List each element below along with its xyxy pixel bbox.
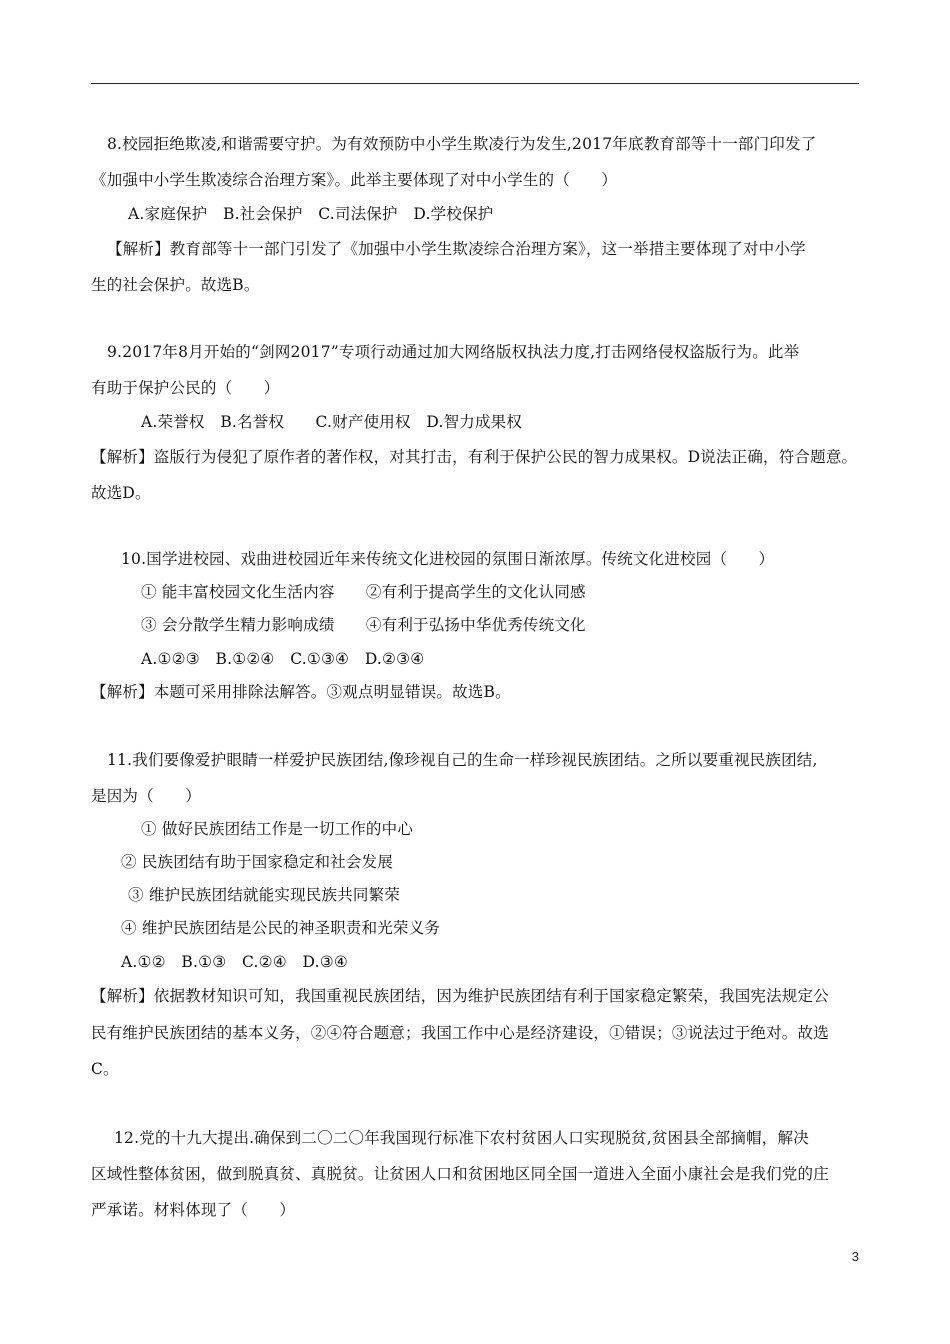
q11-item-4: ④ 维护民族团结是公民的神圣职责和光荣义务 [121,919,441,937]
q10-analysis: 【解析】本题可采用排除法解答。③观点明显错误。故选B。 [91,683,511,701]
q11-item-3: ③ 维护民族团结就能实现民族共同繁荣 [128,886,401,904]
q8-analysis-line1: 【解析】教育部等十一部门引发了《加强中小学生欺凌综合治理方案》，这一举措主要体现了对中小学 [107,240,806,258]
q9-analysis-line2: 故选D。 [91,484,151,502]
q10-options: A.①②③ B.①②④ C.①③④ D.②③④ [141,650,425,668]
header-rule [91,83,859,84]
q8-stem-line2: 《加强中小学生欺凌综合治理方案》。此举主要体现了对中小学生的（ ） [91,171,618,189]
q9-analysis-line1: 【解析】盗版行为侵犯了原作者的著作权，对其打击，有利于保护公民的智力成果权。D说法正确，符合题意。 [91,448,858,466]
q9-stem-line1: 9.2017年8月开始的“剑网2017”专项行动通过加大网络版权执法力度,打击网络侵权盗版行为。此举 [107,343,800,361]
q11-options: A.①② B.①③ C.②④ D.③④ [121,953,348,971]
q11-stem-line1: 11.我们要像爱护眼睛一样爱护民族团结,像珍视自己的生命一样珍视民族团结。之所以要重视民族团结, [107,751,818,769]
q11-item-2: ② 民族团结有助于国家稳定和社会发展 [121,853,394,871]
q9-options: A.荣誉权 B.名誉权 C.财产使用权 D.智力成果权 [141,413,523,431]
q11-stem-line2: 是因为（ ） [91,787,201,805]
q12-stem-line1: 12.党的十九大提出.确保到二〇二〇年我国现行标准下农村贫困人口实现脱贫,贫困县全部摘帽，解决 [114,1129,809,1147]
q12-stem-line2: 区域性整体贫困，做到脱真贫、真脱贫。让贫困人口和贫困地区同全国一道进入全面小康社会是我们党的庄 [91,1165,829,1183]
q10-stem: 10.国学进校园、戏曲进校园近年来传统文化进校园的氛围日渐浓厚。传统文化进校园（ ） [121,550,775,568]
q8-stem-line1: 8.校园拒绝欺凌,和谐需要守护。为有效预防中小学生欺凌行为发生,2017年底教育部等十一部门印发了 [107,135,817,153]
q11-item-1: ① 做好民族团结工作是一切工作的中心 [141,820,414,838]
q11-analysis-line2: 民有维护民族团结的基本义务，②④符合题意；我国工作中心是经济建设，①错误；③说法过于绝对。故选 [91,1024,829,1042]
q8-options: A.家庭保护 B.社会保护 C.司法保护 D.学校保护 [128,205,494,223]
q9-stem-line2: 有助于保护公民的（ ） [91,379,280,397]
q8-analysis-line2: 生的社会保护。故选B。 [91,276,260,294]
q11-analysis-line1: 【解析】依据教材知识可知，我国重视民族团结，因为维护民族团结有利于国家稳定繁荣，我国宪法规定公 [91,987,829,1005]
page-number: 3 [851,1249,859,1264]
q11-analysis-line3: C。 [91,1060,119,1078]
q10-item-2: ③ 会分散学生精力影响成绩 ④有利于弘扬中华优秀传统文化 [141,616,586,634]
q10-item-1: ① 能丰富校园文化生活内容 ②有利于提高学生的文化认同感 [141,583,586,601]
q12-stem-line3: 严承诺。材料体现了（ ） [91,1201,296,1219]
